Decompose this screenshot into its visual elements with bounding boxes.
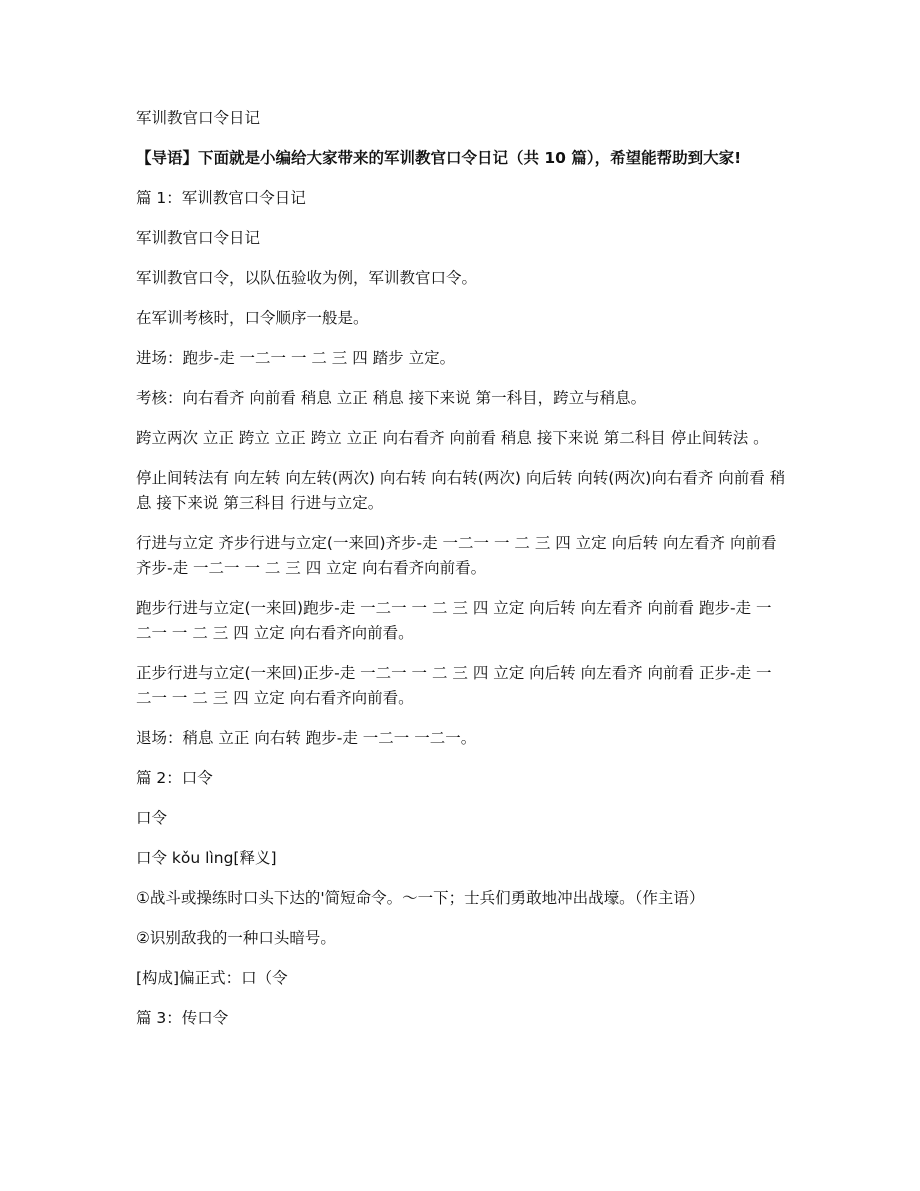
document-title: 军训教官口令日记 [136,109,261,127]
paragraph: [构成]偏正式：口（令 [136,969,288,987]
paragraph: 口令 kǒu lìng[释义] [136,849,277,867]
paragraph: 行进与立定 齐步行进与立定(一来回)齐步-走 一二一 一 二 三 四 立定 向后转 向左看齐 向前看 齐步-走 一二一 一 二 三 四 立定 向右看齐向前看。 [136,534,782,577]
section-2-subtitle: 口令 [136,809,168,827]
section-1-heading: 篇 1：军训教官口令日记 [136,189,306,207]
paragraph: 正步行进与立定(一来回)正步-走 一二一 一 二 三 四 立定 向后转 向左看齐 向前看 正步-走 一二一 一 二 三 四 立定 向右看齐向前看。 [136,664,772,707]
document-body [136,106,786,1031]
paragraph: 军训教官口令，以队伍验收为例，军训教官口令。 [136,269,478,287]
paragraph: 停止间转法有 向左转 向左转(两次) 向右转 向右转(两次) 向后转 向转(两次)向右看齐 向前看 稍息 接下来说 第三科目 行进与立定。 [136,469,786,512]
paragraph: 在军训考核时，口令顺序一般是。 [136,309,369,327]
paragraph: 跑步行进与立定(一来回)跑步-走 一二一 一 二 三 四 立定 向后转 向左看齐 向前看 跑步-走 一二一 一 二 三 四 立定 向右看齐向前看。 [136,599,772,642]
section-2-heading: 篇 2：口令 [136,769,213,787]
paragraph: 退场：稍息 立正 向右转 跑步-走 一二一 一二一。 [136,729,477,747]
section-3-heading: 篇 3：传口令 [136,1009,229,1027]
paragraph: 考核：向右看齐 向前看 稍息 立正 稍息 接下来说 第一科目，跨立与稍息。 [136,389,647,407]
section-1-subtitle: 军训教官口令日记 [136,229,261,247]
paragraph: 进场：跑步-走 一二一 一 二 三 四 踏步 立定。 [136,349,456,367]
paragraph: 跨立两次 立正 跨立 立正 跨立 立正 向右看齐 向前看 稍息 接下来说 第二科目 停止间转法 。 [136,429,769,447]
paragraph: ②识别敌我的一种口头暗号。 [136,929,336,947]
intro-paragraph: 【导语】下面就是小编给大家带来的军训教官口令日记（共 10 篇），希望能帮助到大家! [136,149,742,167]
paragraph: ①战斗或操练时口头下达的'简短命令。～一下；士兵们勇敢地冲出战壕。（作主语） [136,889,705,907]
